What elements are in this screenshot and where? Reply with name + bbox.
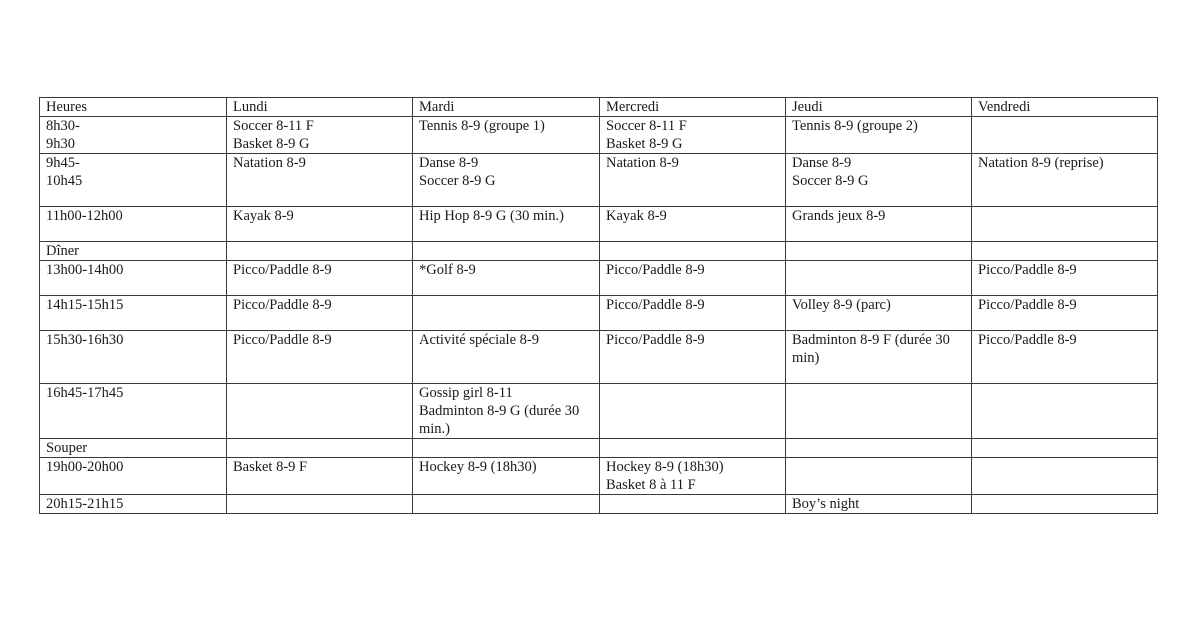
- activity-cell-friday: [972, 384, 1158, 439]
- activity-cell-tuesday: [413, 117, 600, 154]
- activity-entry: Picco/Paddle 8-9: [978, 262, 1077, 278]
- table-row: [40, 242, 1158, 261]
- table-row: [40, 458, 1158, 495]
- table-row: [40, 207, 1158, 242]
- time-slot-cell: 15h30-16h30: [40, 331, 227, 384]
- activity-cell-thursday: [786, 439, 972, 458]
- header-day-friday: Vendredi: [972, 98, 1158, 117]
- activity-entry: Boy’s night: [792, 496, 860, 512]
- activity-cell-monday: [227, 207, 413, 242]
- activity-entry: Picco/Paddle 8-9: [978, 332, 1077, 348]
- activity-cell-thursday: [786, 117, 972, 154]
- activity-entry: Kayak 8-9: [233, 208, 294, 224]
- activity-cell-thursday: [786, 154, 972, 207]
- activity-cell-monday: [227, 458, 413, 495]
- activity-entry: Danse 8-9: [792, 155, 852, 171]
- activity-cell-friday: [972, 439, 1158, 458]
- activity-cell-monday: [227, 495, 413, 514]
- activity-entry: Picco/Paddle 8-9: [606, 262, 705, 278]
- header-day-wednesday: Mercredi: [600, 98, 786, 117]
- activity-entry: Picco/Paddle 8-9: [233, 262, 332, 278]
- time-slot-cell: 14h15-15h15: [40, 296, 227, 331]
- activity-cell-tuesday: [413, 439, 600, 458]
- activity-cell-thursday: [786, 458, 972, 495]
- header-time: Heures: [40, 98, 227, 117]
- activity-cell-tuesday: [413, 207, 600, 242]
- activity-cell-monday: [227, 439, 413, 458]
- activity-entry: Picco/Paddle 8-9: [233, 332, 332, 348]
- activity-entry: Soccer 8-9 G: [419, 173, 496, 189]
- activity-cell-wednesday: [600, 154, 786, 207]
- activity-cell-tuesday: [413, 495, 600, 514]
- activity-entry: Natation 8-9: [606, 155, 679, 171]
- activity-entry: Picco/Paddle 8-9: [606, 297, 705, 313]
- activity-entry: Grands jeux 8-9: [792, 208, 886, 224]
- time-slot-cell: 16h45-17h45: [40, 384, 227, 439]
- weekly-schedule-table: [39, 97, 1158, 514]
- activity-entry: Basket 8-9 G: [233, 136, 310, 152]
- activity-entry: Picco/Paddle 8-9: [606, 332, 705, 348]
- activity-cell-wednesday: [600, 384, 786, 439]
- activity-cell-wednesday: [600, 242, 786, 261]
- activity-cell-wednesday: [600, 439, 786, 458]
- time-slot-cell: 20h15-21h15: [40, 495, 227, 514]
- activity-entry: Basket 8-9 G: [606, 136, 683, 152]
- activity-entry: Volley 8-9 (parc): [792, 297, 891, 313]
- table-row: [40, 384, 1158, 439]
- activity-cell-monday: [227, 261, 413, 296]
- activity-entry: Soccer 8-11 F: [233, 118, 314, 134]
- activity-cell-tuesday: [413, 261, 600, 296]
- activity-cell-thursday: [786, 495, 972, 514]
- time-slot-cell: 13h00-14h00: [40, 261, 227, 296]
- activity-cell-thursday: [786, 331, 972, 384]
- activity-entry: Soccer 8-9 G: [792, 173, 869, 189]
- table-row: [40, 261, 1158, 296]
- activity-entry: Picco/Paddle 8-9: [978, 297, 1077, 313]
- activity-cell-thursday: [786, 207, 972, 242]
- activity-cell-tuesday: [413, 296, 600, 331]
- activity-entry: Activité spéciale 8-9: [419, 332, 539, 348]
- activity-entry: Tennis 8-9 (groupe 1): [419, 118, 545, 134]
- activity-cell-wednesday: [600, 296, 786, 331]
- activity-cell-wednesday: [600, 261, 786, 296]
- header-day-monday: Lundi: [227, 98, 413, 117]
- table-row: [40, 439, 1158, 458]
- activity-entry: Hip Hop 8-9 G (30 min.): [419, 208, 564, 224]
- activity-cell-wednesday: [600, 458, 786, 495]
- activity-cell-friday: [972, 154, 1158, 207]
- activity-entry: Tennis 8-9 (groupe 2): [792, 118, 918, 134]
- activity-cell-monday: [227, 331, 413, 384]
- activity-cell-thursday: [786, 296, 972, 331]
- time-slot-cell: Dîner: [40, 242, 227, 261]
- header-day-thursday: Jeudi: [786, 98, 972, 117]
- activity-entry: Kayak 8-9: [606, 208, 667, 224]
- activity-entry: Gossip girl 8-11: [419, 385, 513, 401]
- activity-cell-tuesday: [413, 331, 600, 384]
- activity-cell-friday: [972, 117, 1158, 154]
- activity-cell-monday: [227, 384, 413, 439]
- activity-entry: *Golf 8-9: [419, 262, 476, 278]
- activity-entry: Badminton 8-9 F (durée 30 min): [792, 332, 950, 366]
- activity-entry: Natation 8-9: [233, 155, 306, 171]
- activity-entry: Danse 8-9: [419, 155, 479, 171]
- activity-cell-monday: [227, 242, 413, 261]
- activity-entry: Hockey 8-9 (18h30): [419, 459, 537, 475]
- activity-cell-wednesday: [600, 117, 786, 154]
- table-row: [40, 117, 1158, 154]
- time-slot-cell: 11h00-12h00: [40, 207, 227, 242]
- activity-cell-thursday: [786, 261, 972, 296]
- activity-cell-monday: [227, 154, 413, 207]
- activity-entry: Basket 8 à 11 F: [606, 477, 696, 493]
- activity-entry: Basket 8-9 F: [233, 459, 308, 475]
- activity-cell-wednesday: [600, 495, 786, 514]
- table-row: [40, 296, 1158, 331]
- activity-cell-friday: [972, 296, 1158, 331]
- header-day-tuesday: Mardi: [413, 98, 600, 117]
- table-row: [40, 495, 1158, 514]
- activity-entry: Hockey 8-9 (18h30): [606, 459, 724, 475]
- activity-cell-tuesday: [413, 154, 600, 207]
- activity-cell-tuesday: [413, 242, 600, 261]
- activity-cell-friday: [972, 458, 1158, 495]
- activity-entry: Picco/Paddle 8-9: [233, 297, 332, 313]
- table-row: [40, 331, 1158, 384]
- activity-cell-friday: [972, 242, 1158, 261]
- time-slot-cell: 19h00-20h00: [40, 458, 227, 495]
- activity-cell-tuesday: [413, 458, 600, 495]
- time-slot-cell: 8h30- 9h30: [40, 117, 227, 154]
- activity-entry: Natation 8-9 (reprise): [978, 155, 1104, 171]
- header-row: [40, 98, 1158, 117]
- activity-cell-friday: [972, 331, 1158, 384]
- activity-cell-friday: [972, 207, 1158, 242]
- activity-cell-friday: [972, 495, 1158, 514]
- activity-cell-thursday: [786, 384, 972, 439]
- activity-cell-monday: [227, 117, 413, 154]
- time-slot-cell: Souper: [40, 439, 227, 458]
- activity-cell-thursday: [786, 242, 972, 261]
- time-slot-cell: 9h45- 10h45: [40, 154, 227, 207]
- activity-cell-monday: [227, 296, 413, 331]
- activity-cell-friday: [972, 261, 1158, 296]
- activity-cell-wednesday: [600, 331, 786, 384]
- activity-entry: Soccer 8-11 F: [606, 118, 687, 134]
- activity-entry: Badminton 8-9 G (durée 30 min.): [419, 403, 580, 437]
- activity-cell-tuesday: [413, 384, 600, 439]
- activity-cell-wednesday: [600, 207, 786, 242]
- table-row: [40, 154, 1158, 207]
